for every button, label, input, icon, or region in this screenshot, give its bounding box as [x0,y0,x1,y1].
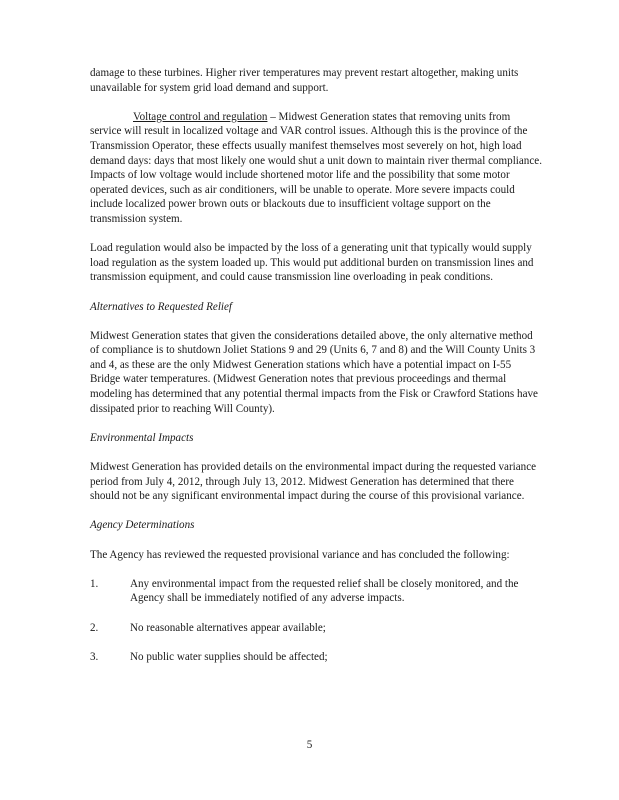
list-item [90,621,542,636]
environmental-paragraph: Midwest Generation has provided details on the environmental impact during the requested variance period from July 4, 2012, through July 13, 2012. Midwest Generation has determined that there should not be any significant environmental impact during the course of this provisional variance. [90,461,537,503]
agency-paragraph: The Agency has reviewed the requested provisional variance and has concluded the following: [90,548,510,561]
page-content [90,66,542,679]
page-number: 5 [306,739,313,751]
voltage-paragraph [90,110,542,227]
environmental-heading: Environmental Impacts [90,431,194,444]
voltage-title: Voltage control and regulation [133,110,268,123]
alternatives-paragraph: Midwest Generation states that given the considerations detailed above, the only alternative method of compliance is to shutdown Joliet Stations 9 and 29 (Units 6, 7 and 8) and the Will County Units 3 and 4, as these are the only Midwest Generation stations which have a potential impact on I-55 Bridge water temperatures. (Midwest Generation notes that previous proceedings and thermal modeling has determined that any potential thermal impacts from the Fisk or Crawford Stations have dissipated prior to reaching Will County). [90,329,538,415]
list-item [90,650,542,665]
load-regulation-paragraph: Load regulation would also be impacted by the loss of a generating unit that typically would supply load regulation as the system loaded up. This would put additional burden on transmission lines and transmission equipment, and could cause transmission line overloading in peak conditions. [90,242,534,284]
list-item-text: No reasonable alternatives appear available; [130,621,326,634]
list-item-text: No public water supplies should be affected; [130,650,328,663]
agency-heading: Agency Determinations [90,519,195,532]
list-item-text: Any environmental impact from the requested relief shall be closely monitored, and the Agency shall be immediately notified of any adverse impacts. [130,577,519,605]
intro-paragraph: damage to these turbines. Higher river temperatures may prevent restart altogether, making units unavailable for system grid load demand and support. [90,67,519,94]
voltage-text: – Midwest Generation states that removing units from service will result in localized voltage and VAR control issues. Although this is the province of the Transmission Operator, these effects usually manifest themselves most severely on hot, high load demand days: days that most likely one would shut a unit down to maintain river thermal compliance. Impacts of low voltage would include shortened motor life and the possibility that some motor operated devices, such as air conditioners, will be unable to operate. More severe impacts could include localized power brown outs or blackouts due to insufficient voltage support on the transmission system. [90,110,542,225]
list-item-number: 3. [90,650,99,663]
list-item-number: 2. [90,621,99,634]
alternatives-heading: Alternatives to Requested Relief [90,300,233,313]
list-item [90,577,542,606]
list-item-number: 1. [90,577,99,590]
